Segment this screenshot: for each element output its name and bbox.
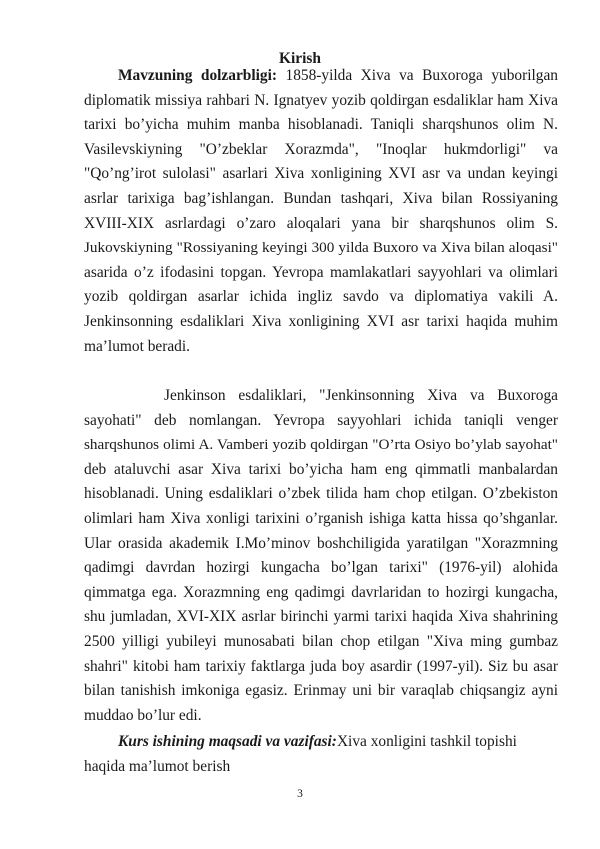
paragraph-sources — [84, 384, 558, 728]
paragraph-line: muddao bo’lur edi. — [84, 706, 202, 724]
page-title: Kirish — [279, 50, 321, 67]
paragraph-line: haqida ma’lumot berish — [84, 757, 231, 775]
paragraph-line: deb ataluvchi asar Xiva tarixi bo’yicha ham eng qimmatli manbalardan — [84, 460, 558, 478]
paragraph-line: XVIII-XIX asrlardagi o’zaro aloqalari yana bir sharqshunos olim S. — [84, 214, 558, 232]
paragraph-line: sharqshunos olimi A. Vamberi yozib qoldirgan "O’rta Osiyo bo’ylab sayohat" — [84, 436, 558, 454]
paragraph-line: shahri" kitobi ham tarixiy faktlarga juda boy asardir (1997-yil). Siz bu asar — [84, 657, 558, 675]
paragraph-line: asarida o’z ifodasini topgan. Yevropa mamlakatlari sayyohlari va olimlari — [84, 263, 558, 281]
paragraph-relevance — [84, 64, 558, 359]
paragraph-line: Kurs ishining maqsadi va vazifasi:Xiva xonligini tashkil topishi — [118, 733, 517, 750]
paragraph-line: 2500 yilligi yubileyi munosabati bilan chop etilgan "Xiva ming gumbaz — [84, 632, 558, 650]
paragraph-line: ma’lumot beradi. — [84, 337, 190, 355]
paragraph-line: Mavzuning dolzarbligi: 1858-yilda Xiva va Buxoroga yuborilgan — [118, 67, 558, 84]
paragraph-goal — [84, 730, 558, 779]
paragraph-line: hisoblanadi. Uning esdaliklari o’zbek tilida ham chop etilgan. O’zbekiston — [84, 485, 558, 503]
page-number: 3 — [297, 788, 303, 800]
paragraph-lead: Mavzuning dolzarbligi: — [118, 67, 277, 84]
paragraph-line: Jenkinsonning esdaliklari Xiva xonligining XVI asr tarixi haqida muhim — [84, 312, 558, 330]
paragraph-line: Jenkinson esdaliklari, "Jenkinsonning Xiva va Buxoroga — [164, 387, 558, 404]
paragraph-line: Ular orasida akademik I.Mo’minov boshchiligida yaratilgan "Xorazmning — [84, 534, 558, 552]
paragraph-line: "Qo’ng’irot sulolasi" asarlari Xiva xonligining XVI asr va undan keyingi — [84, 165, 558, 183]
paragraph-line: qadimgi davrdan hozirgi kungacha bo’lgan tarixi" (1976-yil) alohida — [84, 559, 558, 577]
paragraph-lead: Kurs ishining maqsadi va vazifasi: — [118, 733, 337, 750]
paragraph-line: shu jumladan, XVI-XIX asrlar birinchi yarmi tarixi haqida Xiva shahrining — [84, 608, 558, 626]
paragraph-line: tarixi bo’yicha muhim manba hisoblanadi. Taniqli sharqshunos olim N. — [84, 116, 558, 134]
paragraph-line: Jukovskiyning "Rossiyaning keyingi 300 yilda Buxoro va Xiva bilan aloqasi" — [84, 239, 558, 257]
paragraph-line: bilan tanishish imkoniga egasiz. Erinmay uni bir varaqlab chiqsangiz ayni — [84, 682, 558, 700]
paragraph-line: asrlar tarixiga bag’ishlangan. Bundan tashqari, Xiva bilan Rossiyaning — [84, 189, 558, 207]
paragraph-line: olimlari ham Xiva xonligi tarixini o’rganish ishiga katta hissa qo’shganlar. — [84, 509, 558, 527]
paragraph-line: sayohati" deb nomlangan. Yevropa sayyohlari ichida taniqli venger — [84, 411, 558, 429]
paragraph-line: qimmatga ega. Xorazmning eng qadimgi davrlaridan to hozirgi kungacha, — [84, 583, 558, 601]
paragraph-line: Vasilevskiyning "O’zbeklar Xorazmda", "Inoqlar hukmdorligi" va — [84, 140, 558, 158]
paragraph-line: yozib qoldirgan asarlar ichida ingliz savdo va diplomatiya vakili A. — [84, 288, 558, 306]
paragraph-line: diplomatik missiya rahbari N. Ignatyev yozib qoldirgan esdaliklar ham Xiva — [84, 91, 558, 109]
